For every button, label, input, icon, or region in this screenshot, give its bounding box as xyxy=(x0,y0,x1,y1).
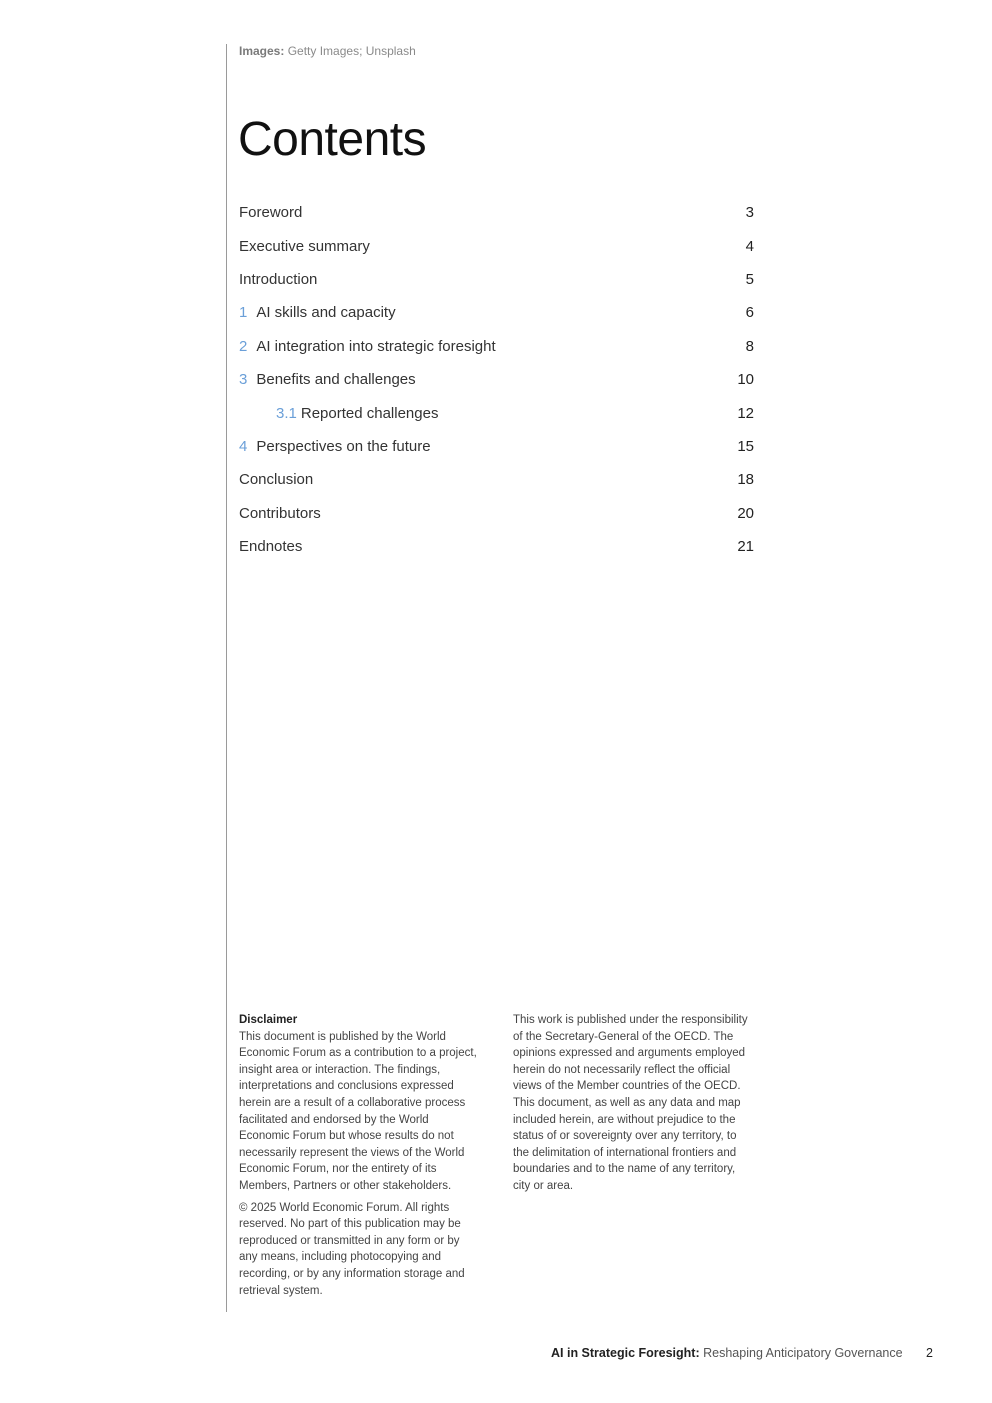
toc-item-number: 2 xyxy=(239,337,248,355)
disclaimer-heading: Disclaimer xyxy=(239,1014,298,1026)
toc-item-page: 18 xyxy=(737,471,754,489)
toc-item-number: 4 xyxy=(239,437,248,455)
toc-item-label: AI integration into strategic foresight xyxy=(256,337,496,355)
image-credits-text: Getty Images; Unsplash xyxy=(287,44,416,58)
toc-item-ai-integration[interactable] xyxy=(239,330,754,363)
toc-item-page: 3 xyxy=(745,204,754,222)
disclaimer-column-1 xyxy=(239,1012,479,1299)
toc-item-executive-summary[interactable] xyxy=(239,229,754,262)
toc-item-label: Perspectives on the future xyxy=(256,437,431,455)
toc-item-perspectives[interactable] xyxy=(239,430,754,463)
toc-item-endnotes[interactable] xyxy=(239,530,754,563)
toc-item-page: 21 xyxy=(737,538,754,556)
page-footer xyxy=(551,1346,933,1360)
footer-report-subtitle: Reshaping Anticipatory Governance xyxy=(703,1346,903,1360)
toc-item-label: Foreword xyxy=(239,204,303,222)
toc-item-conclusion[interactable] xyxy=(239,463,754,496)
image-credits xyxy=(239,44,416,58)
toc-item-label: Endnotes xyxy=(239,538,303,556)
toc-item-introduction[interactable] xyxy=(239,263,754,296)
toc-item-label: Contributors xyxy=(239,504,321,522)
toc-item-page: 10 xyxy=(737,371,754,389)
margin-rule xyxy=(226,44,227,1312)
toc-item-label: Introduction xyxy=(239,270,318,288)
disclaimer-column-2 xyxy=(513,1012,753,1195)
toc-item-reported-challenges[interactable] xyxy=(239,396,754,429)
oecd-disclaimer-paragraph: This work is published under the responsibility of the Secretary-General of the OECD. The opinions expressed and arguments employed herein do not necessarily reflect the official views of the Member countries of the OECD. This document, as well as any data and map included herein, are without prejudice to the status of or sovereignty over any territory, to the delimitation of international frontiers and boundaries and to the name of any territory, city or area. xyxy=(513,1014,748,1192)
toc-item-page: 15 xyxy=(737,437,754,455)
image-credits-label: Images: xyxy=(239,44,285,58)
toc-item-page: 8 xyxy=(745,337,754,355)
toc-item-label: Reported challenges xyxy=(300,404,439,422)
toc-item-foreword[interactable] xyxy=(239,196,754,229)
toc-item-page: 6 xyxy=(745,304,754,322)
footer-page-number: 2 xyxy=(926,1346,933,1360)
toc-item-number: 3 xyxy=(239,371,248,389)
footer-report-title: AI in Strategic Foresight: xyxy=(551,1346,700,1360)
disclaimer-paragraph: This document is published by the World Economic Forum as a contribution to a project, insight area or interaction. The findings, interpretations and conclusions expressed herein are a result of a collaborative process facilitated and endorsed by the World Economic Forum but whose results do not necessarily represent the views of the World Economic Forum, nor the entirety of its Members, Partners or other stakeholders. xyxy=(239,1030,477,1192)
copyright-paragraph: © 2025 World Economic Forum. All rights reserved. No part of this publication may be reproduced or transmitted in any form or by any means, including photocopying and recording, or by any information storage and retrieval system. xyxy=(239,1201,465,1297)
toc-item-page: 4 xyxy=(745,237,754,255)
table-of-contents xyxy=(239,196,754,563)
toc-item-label: Executive summary xyxy=(239,237,370,255)
toc-item-page: 12 xyxy=(737,404,754,422)
toc-item-number: 3.1 xyxy=(276,404,297,422)
toc-item-label: Benefits and challenges xyxy=(256,371,416,389)
toc-item-label: AI skills and capacity xyxy=(256,304,396,322)
toc-item-number: 1 xyxy=(239,304,248,322)
toc-item-label: Conclusion xyxy=(239,471,314,489)
page-title: Contents xyxy=(238,113,427,166)
toc-item-benefits-challenges[interactable] xyxy=(239,363,754,396)
toc-item-contributors[interactable] xyxy=(239,497,754,530)
toc-item-page: 5 xyxy=(745,270,754,288)
toc-item-page: 20 xyxy=(737,504,754,522)
toc-item-ai-skills[interactable] xyxy=(239,296,754,329)
